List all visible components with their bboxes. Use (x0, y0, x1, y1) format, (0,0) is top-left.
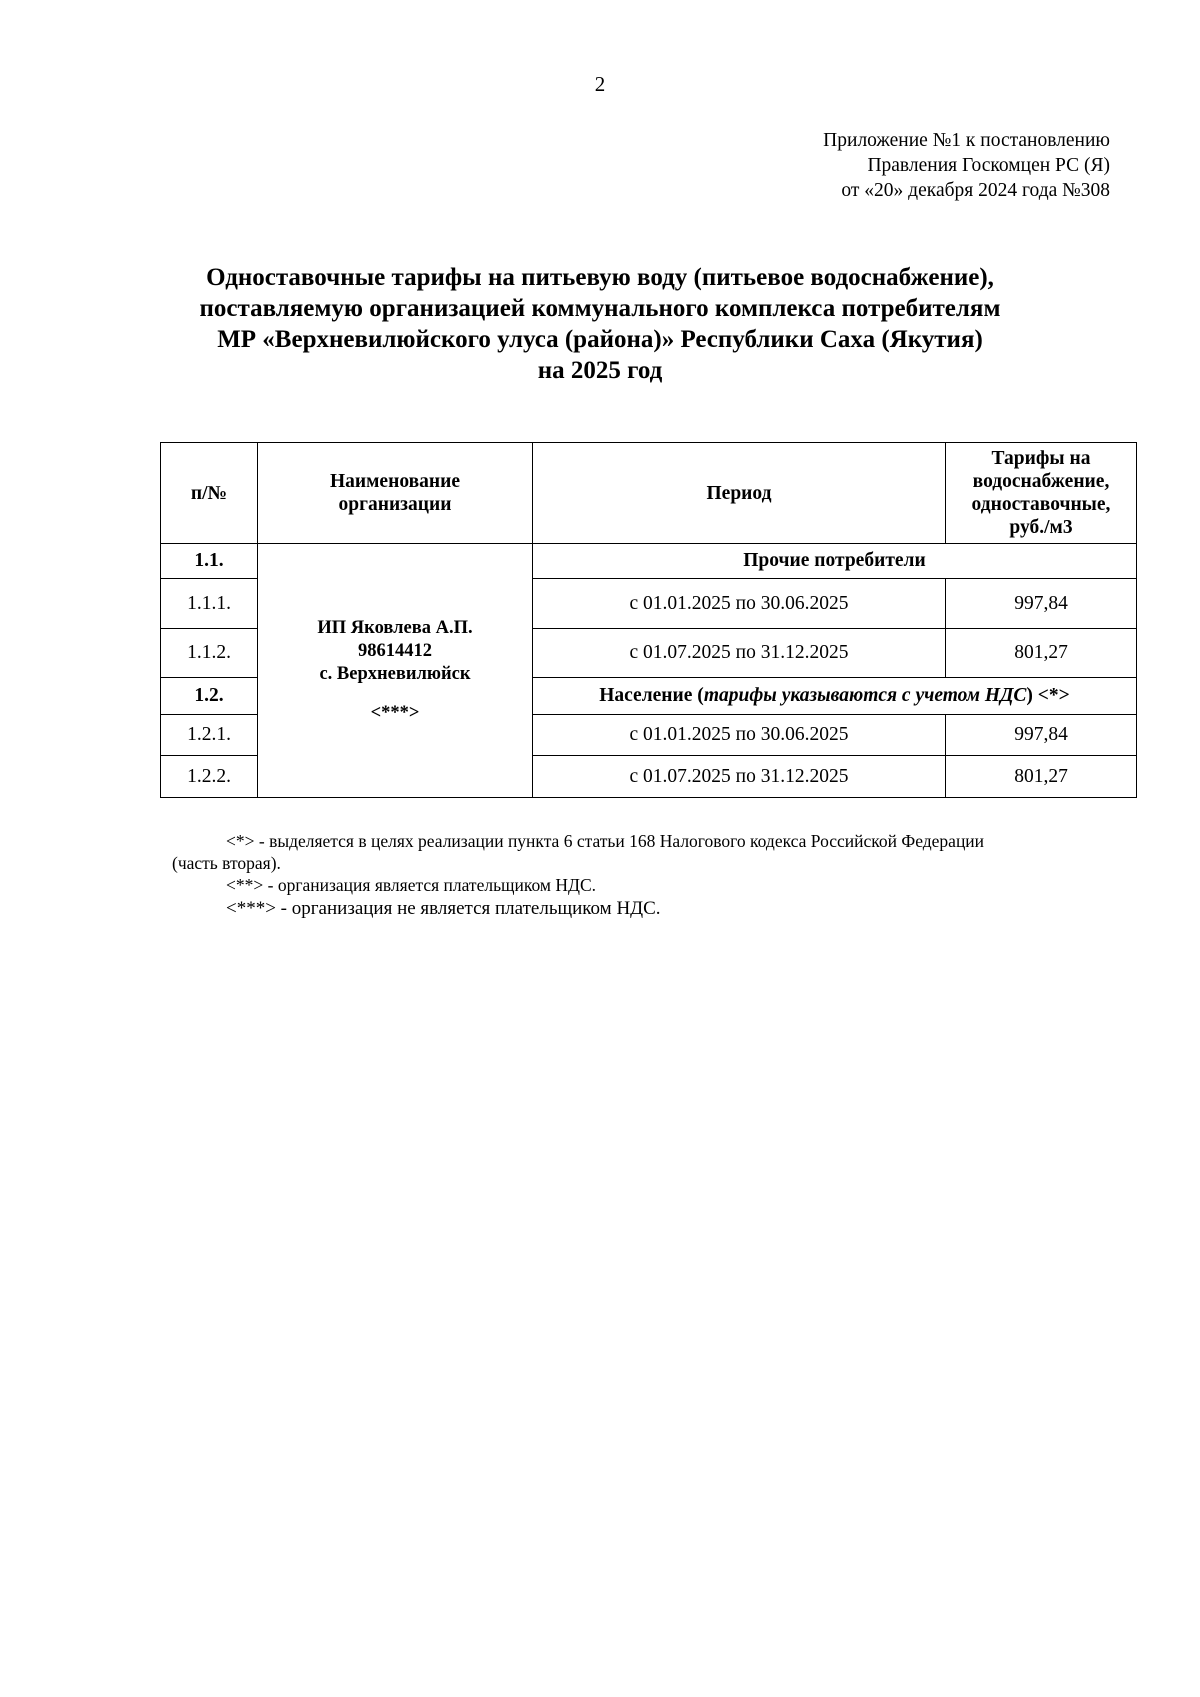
footnote-not-vat-payer: <***> - организация не является плательщиком НДС. (226, 898, 661, 919)
header-organization (258, 443, 533, 544)
table-header-row (161, 443, 1137, 544)
row-period: с 01.01.2025 по 30.06.2025 (533, 715, 946, 756)
organization-note: <***> (370, 702, 420, 723)
footnote-vat-allocation: <*> - выделяется в целях реализации пункта 6 статьи 168 Налогового кодекса Российской Федерации (226, 831, 985, 851)
header-tariff-line: Тарифы на (991, 448, 1091, 469)
header-tariff-line: руб./м3 (1009, 517, 1073, 538)
row-period: с 01.01.2025 по 30.06.2025 (533, 579, 946, 629)
footnotes (172, 830, 1118, 922)
footnote-vat-allocation-cont: (часть вторая). (172, 853, 281, 873)
header-organization-line: организации (338, 494, 452, 515)
row-tariff: 997,84 (946, 715, 1137, 756)
group-row (161, 544, 1137, 579)
row-number: 1.1.1. (161, 579, 258, 629)
group-title (533, 678, 1137, 715)
header-period: Период (533, 443, 946, 544)
group-number: 1.1. (161, 544, 258, 579)
header-tariff-line: одноставочные, (971, 494, 1111, 515)
document-title (0, 262, 1200, 386)
appendix-reference (823, 128, 1110, 203)
header-number: п/№ (161, 443, 258, 544)
header-tariff (946, 443, 1137, 544)
header-organization-line: Наименование (330, 471, 460, 492)
group-number: 1.2. (161, 678, 258, 715)
page-number: 2 (594, 72, 606, 96)
title-line: поставляемую организацией коммунального комплекса потребителям (199, 295, 1001, 322)
row-period: с 01.07.2025 по 31.12.2025 (533, 629, 946, 678)
appendix-line: Правления Госкомцен РС (Я) (867, 155, 1110, 176)
footnote-vat-payer: <**> - организация является плательщиком НДС. (226, 875, 596, 895)
tariff-table (160, 442, 1137, 798)
row-tariff: 801,27 (946, 629, 1137, 678)
organization-name: ИП Яковлева А.П. (317, 617, 473, 638)
row-period: с 01.07.2025 по 31.12.2025 (533, 756, 946, 798)
title-line: МР «Верхневилюйского улуса (района)» Республики Саха (Якутия) (217, 326, 983, 353)
title-line: Одноставочные тарифы на питьевую воду (питьевое водоснабжение), (206, 264, 994, 291)
header-tariff-line: водоснабжение, (972, 471, 1110, 492)
organization-inn: 98614412 (358, 640, 432, 661)
row-number: 1.2.2. (161, 756, 258, 798)
row-number: 1.2.1. (161, 715, 258, 756)
group-title-suffix: ) <*> (1026, 685, 1070, 706)
title-line: на 2025 год (537, 357, 663, 384)
row-tariff: 997,84 (946, 579, 1137, 629)
organization-cell (258, 544, 533, 798)
group-title-prefix: Население ( (599, 685, 704, 706)
organization-locality: с. Верхневилюйск (319, 663, 471, 684)
appendix-line: от «20» декабря 2024 года №308 (841, 180, 1110, 201)
group-title-italic: тарифы указываются с учетом НДС (703, 685, 1027, 706)
row-number: 1.1.2. (161, 629, 258, 678)
appendix-line: Приложение №1 к постановлению (823, 130, 1110, 151)
row-tariff: 801,27 (946, 756, 1137, 798)
group-title: Прочие потребители (533, 544, 1137, 579)
